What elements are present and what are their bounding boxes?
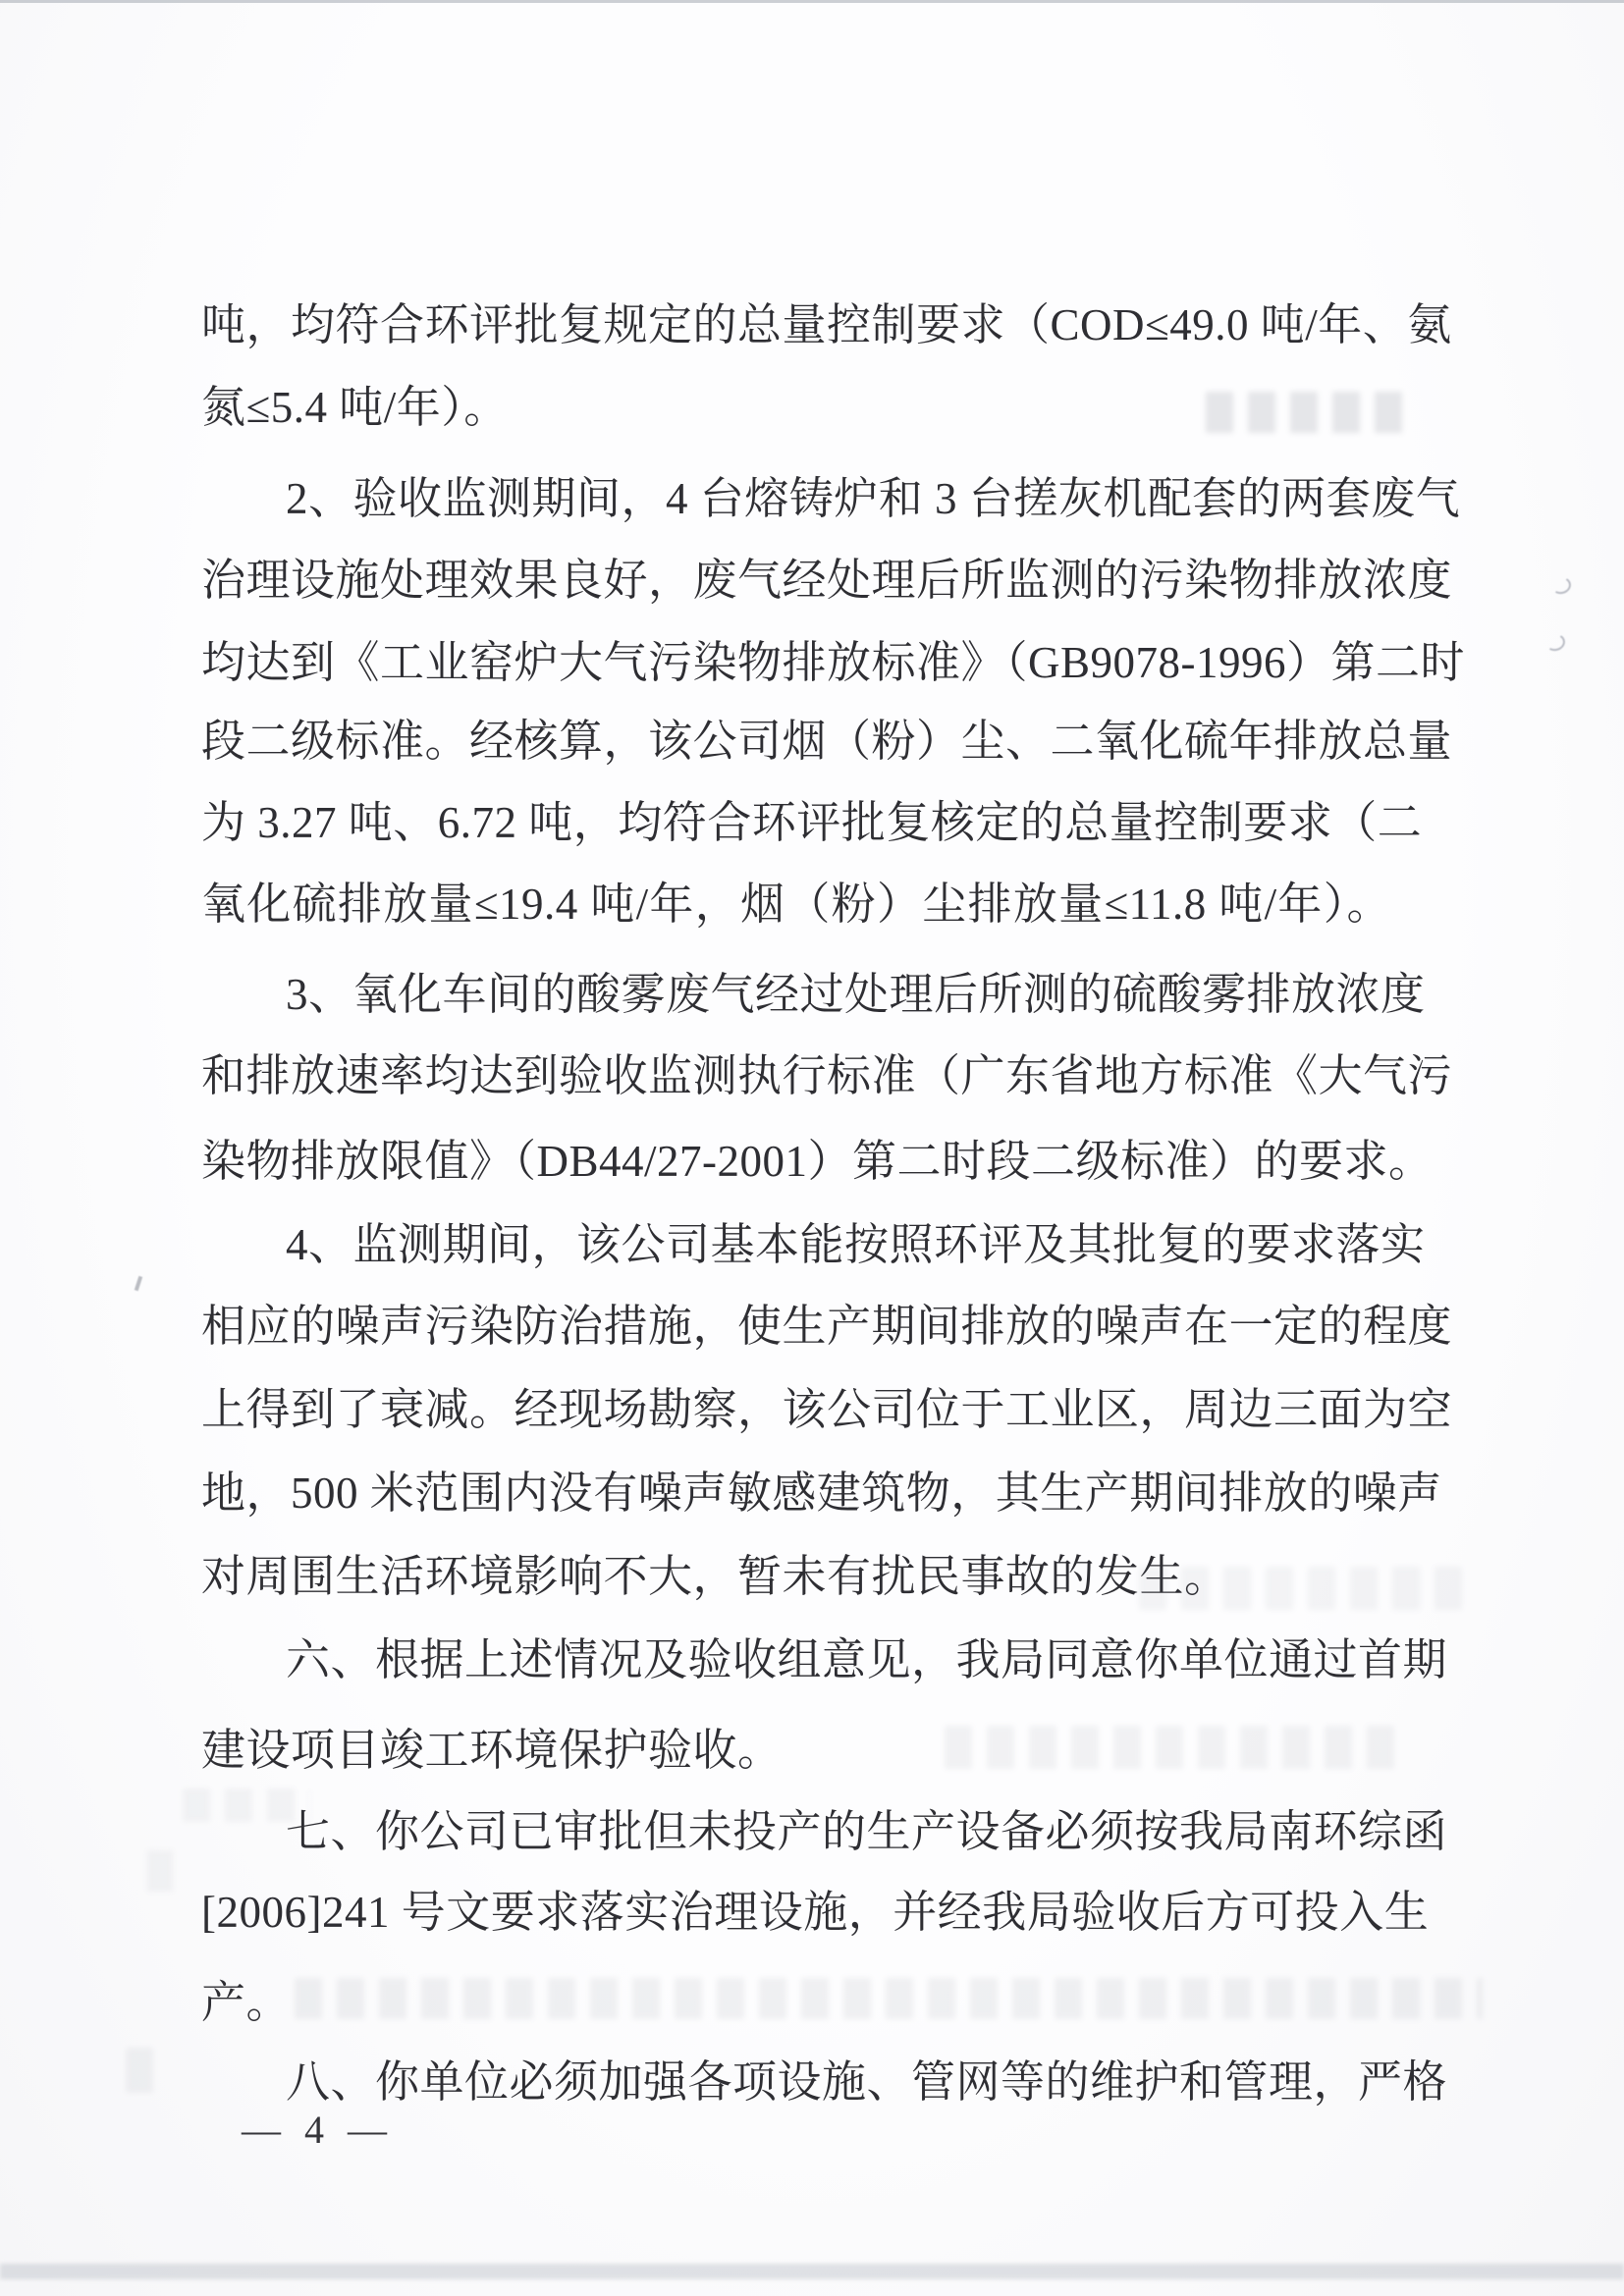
text-line: 3、氧化车间的酸雾废气经过处理后所测的硫酸雾排放浓度	[286, 970, 1426, 1019]
scan-mark-artifact	[1543, 632, 1566, 653]
text-line: 氧化硫排放量≤19.4 吨/年，烟（粉）尘排放量≤11.8 吨/年）。	[201, 880, 1391, 929]
text-line: 均达到《工业窑炉大气污染物排放标准》（GB9078-1996）第二时	[201, 638, 1465, 687]
bleed-through-artifact	[183, 1789, 310, 1822]
text-line: 2、验收监测期间，4 台熔铸炉和 3 台搓灰机配套的两套废气	[286, 474, 1461, 523]
bleed-through-artifact	[126, 2048, 159, 2093]
text-line: 氮≤5.4 吨/年）。	[201, 383, 509, 432]
text-line: 治理设施处理效果良好，废气经处理后所监测的污染物排放浓度	[201, 556, 1453, 605]
text-line: 地，500 米范围内没有噪声敏感建筑物，其生产期间排放的噪声	[201, 1468, 1442, 1518]
text-line: 六、根据上述情况及验收组意见，我局同意你单位通过首期	[286, 1635, 1448, 1684]
text-line: 建设项目竣工环境保护验收。	[201, 1726, 783, 1775]
text-line: 染物排放限值》（DB44/27-2001）第二时段二级标准）的要求。	[201, 1137, 1434, 1186]
bleed-through-artifact	[1139, 1567, 1473, 1610]
text-line: 为 3.27 吨、6.72 吨，均符合环评批复核定的总量控制要求（二	[201, 798, 1423, 847]
text-line: 吨，均符合环评批复规定的总量控制要求（COD≤49.0 吨/年、氨	[201, 300, 1452, 349]
scan-top-edge-artifact	[0, 0, 1624, 3]
text-line: [2006]241 号文要求落实治理设施，并经我局验收后方可投入生	[201, 1888, 1430, 1937]
text-line: 段二级标准。经核算，该公司烟（粉）尘、二氧化硫年排放总量	[201, 717, 1453, 766]
bleed-through-artifact	[147, 1850, 173, 1892]
text-line: 相应的噪声污染防治措施，使生产期间排放的噪声在一定的程度	[201, 1302, 1453, 1351]
scan-mark-artifact	[135, 1276, 142, 1292]
text-line: 产。	[201, 1978, 292, 2027]
text-line: 七、你公司已审批但未投产的生产设备必须按我局南环综函	[286, 1807, 1448, 1856]
text-line: 上得到了衰减。经现场勘察，该公司位于工业区，周边三面为空	[201, 1385, 1453, 1434]
bleed-through-artifact	[1206, 392, 1407, 433]
page-number: — 4 —	[242, 2108, 394, 2152]
text-line: 对周围生活环境影响不大，暂未有扰民事故的发生。	[201, 1552, 1229, 1601]
text-line: 4、监测期间，该公司基本能按照环评及其批复的要求落实	[286, 1220, 1426, 1269]
bleed-through-artifact	[945, 1726, 1401, 1769]
text-line: 和排放速率均达到验收监测执行标准（广东省地方标准《大气污	[201, 1051, 1453, 1100]
bleed-through-artifact	[295, 1978, 1483, 2019]
text-line: 八、你单位必须加强各项设施、管网等的维护和管理，严格	[286, 2057, 1448, 2107]
scan-mark-artifact	[1549, 575, 1572, 596]
scan-bottom-shadow-artifact	[0, 2264, 1624, 2279]
